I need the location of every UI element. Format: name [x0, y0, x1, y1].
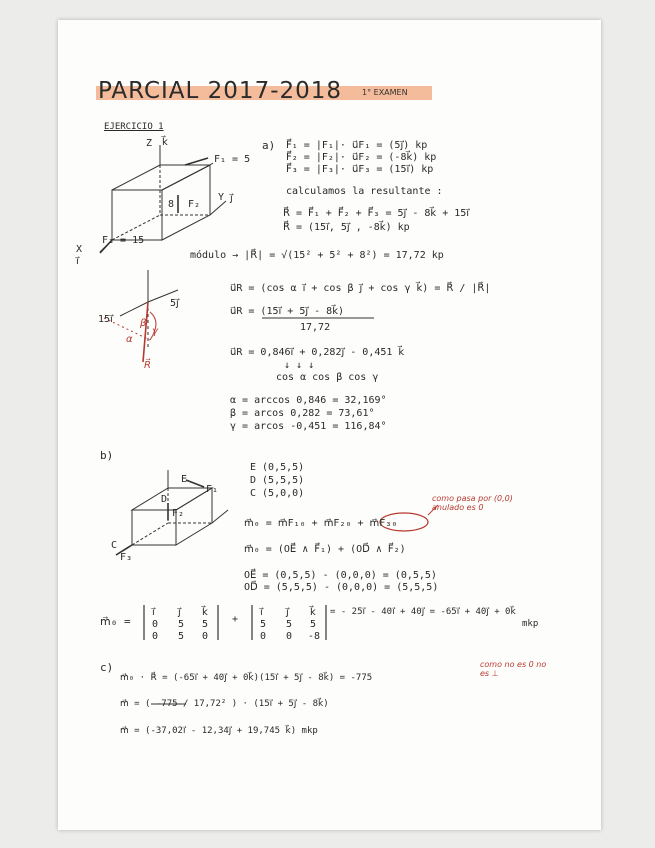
page-title: PARCIAL 2017-2018	[98, 78, 343, 104]
fig-r-gamma: γ	[152, 326, 158, 337]
fig-r-r-label: R⃗	[144, 360, 151, 371]
f2-label: F₂	[188, 199, 201, 210]
fig-b-e-label: E	[181, 474, 188, 485]
fig-b-d-label: D	[161, 494, 168, 505]
moment-unit: mkp	[522, 619, 539, 629]
det2-cell: 5	[260, 619, 267, 630]
det1-cell: i⃗	[152, 607, 155, 618]
fig-b-f1-label: F₁	[206, 484, 219, 495]
part-a-line-2: F⃗₂ = |F₂|· u⃗F₂ = (-8k⃗) kp	[286, 152, 437, 163]
exercise-heading: EJERCICIO 1	[104, 122, 164, 132]
moment-line-2: m⃗₀ = (OE⃗ ∧ F⃗₁) + (OD⃗ ∧ F⃗₂)	[244, 544, 406, 555]
exam-subtitle: 1° EXAMEN	[362, 88, 408, 97]
moment-result: = - 25i⃗ - 40i⃗ + 40j⃗ = -65i⃗ + 40j⃗ + 0k⃗	[330, 607, 516, 617]
angle-beta: β = arcos 0,282 = 73,61°	[230, 408, 375, 419]
j-axis-label: j⃗	[230, 193, 233, 204]
part-c-line-3: m⃗ = (-37,02i⃗ - 12,34j⃗ + 19,745 k⃗) mkp	[120, 726, 318, 736]
det2-cell: -8	[308, 631, 321, 642]
point-d: D (5,5,5)	[250, 475, 305, 486]
point-c: C (5,0,0)	[250, 488, 305, 499]
part-a-line-5: R⃗ = F⃗₁ + F⃗₂ + F⃗₃ = 5j⃗ - 8k⃗ + 15i⃗	[283, 208, 470, 219]
unit-vector-denominator: 17,72	[300, 322, 331, 333]
angle-gamma: γ = arcos -0,451 = 116,84°	[230, 421, 387, 432]
part-a-line-7: módulo → |R⃗| = √(15² + 5² + 8²) = 17,72 kp	[190, 250, 444, 261]
det2-cell: 0	[260, 631, 267, 642]
det1-cell: 0	[152, 619, 159, 630]
det1-cell: k⃗	[202, 607, 208, 618]
part-b-label: b)	[100, 449, 114, 462]
part-a-line-6: R⃗ = (15i⃗, 5j⃗ , -8k⃗) kp	[283, 222, 410, 233]
fig-r-5j-label: 5j⃗	[170, 298, 179, 309]
unit-vector-line-1: u⃗R = (cos α i⃗ + cos β j⃗ + cos γ k⃗) = R⃗ / |R⃗|	[230, 283, 491, 294]
det1-cell: 5	[202, 619, 209, 630]
det2-cell: 0	[286, 631, 293, 642]
det1-cell: j⃗	[178, 607, 181, 618]
moment-line-3: OE⃗ = (0,5,5) - (0,0,0) = (0,5,5)	[244, 570, 437, 581]
f3-label: F₃ = 15	[102, 235, 145, 246]
red-note-b: como pasa por (0,0) anulado es 0	[432, 494, 513, 512]
k-axis-label: k⃗	[162, 137, 168, 148]
moment-line-4: OD⃗ = (5,5,5) - (0,0,0) = (5,5,5)	[244, 582, 439, 593]
part-a-label: a)	[262, 139, 276, 152]
part-a-line-4: calculamos la resultante :	[286, 186, 443, 197]
det1-cell: 0	[152, 631, 159, 642]
part-a-line-3: F⃗₃ = |F₃|· u⃗F₃ = (15i⃗) kp	[286, 164, 434, 175]
z-axis-label: Z	[146, 138, 153, 149]
part-c-line-2: m⃗ = ( -775 / 17,72² ) · (15i⃗ + 5j⃗ - 8k⃗)	[120, 699, 329, 709]
det2-cell: i⃗	[260, 607, 263, 618]
fig-b-c-label: C	[111, 540, 118, 551]
part-c-line-1: m⃗₀ · R⃗ = (-65i⃗ + 40j⃗ + 0k⃗)(15i⃗ + 5j⃗ - 8k⃗) = -775	[120, 673, 373, 683]
fig-r-alpha: α	[126, 334, 133, 345]
angle-alpha: α = arccos 0,846 = 32,169°	[230, 395, 387, 406]
det2-cell: 5	[310, 619, 317, 630]
fig-b-f2-label: F₂	[172, 508, 185, 519]
det2-cell: j⃗	[286, 607, 289, 618]
unit-vector-line-3: u⃗R = 0,846i⃗ + 0,282j⃗ - 0,451 k⃗	[230, 347, 405, 358]
f1-label: F₁ = 5	[214, 154, 251, 165]
det1-cell: 5	[178, 619, 185, 630]
f2-magnitude-label: 8	[168, 199, 175, 210]
y-axis-label: Y	[218, 192, 225, 203]
i-axis-label: i⃗	[76, 256, 79, 267]
fig-b-f3-label: F₃	[120, 552, 133, 563]
x-axis-label: X	[76, 244, 83, 255]
det1-cell: 5	[178, 631, 185, 642]
m0-label: m⃗₀ =	[100, 615, 131, 628]
unit-vector-line-2: u⃗R = (15i⃗ + 5j⃗ - 8k⃗)	[230, 306, 345, 317]
unit-vector-cosines: cos α cos β cos γ	[276, 372, 379, 383]
fig-r-beta: β	[140, 318, 147, 329]
part-c-label: c)	[100, 661, 114, 674]
part-a-line-1: F⃗₁ = |F₁|· u⃗F₁ = (5j⃗) kp	[286, 140, 428, 151]
det1-cell: 0	[202, 631, 209, 642]
det2-cell: 5	[286, 619, 293, 630]
det2-cell: k⃗	[310, 607, 316, 618]
resultant-figure	[104, 270, 178, 362]
red-note-c: como no es 0 no es ⊥	[480, 660, 547, 678]
point-e: E (0,5,5)	[250, 462, 305, 473]
det-plus: +	[232, 614, 239, 625]
moment-line-1: m⃗₀ = m⃗F₁₀ + m⃗F₂₀ + m⃗F₃₀	[244, 518, 398, 529]
fig-r-15i-label: 15i⃗	[98, 314, 113, 325]
unit-vector-arrows: ↓ ↓ ↓	[284, 360, 315, 371]
